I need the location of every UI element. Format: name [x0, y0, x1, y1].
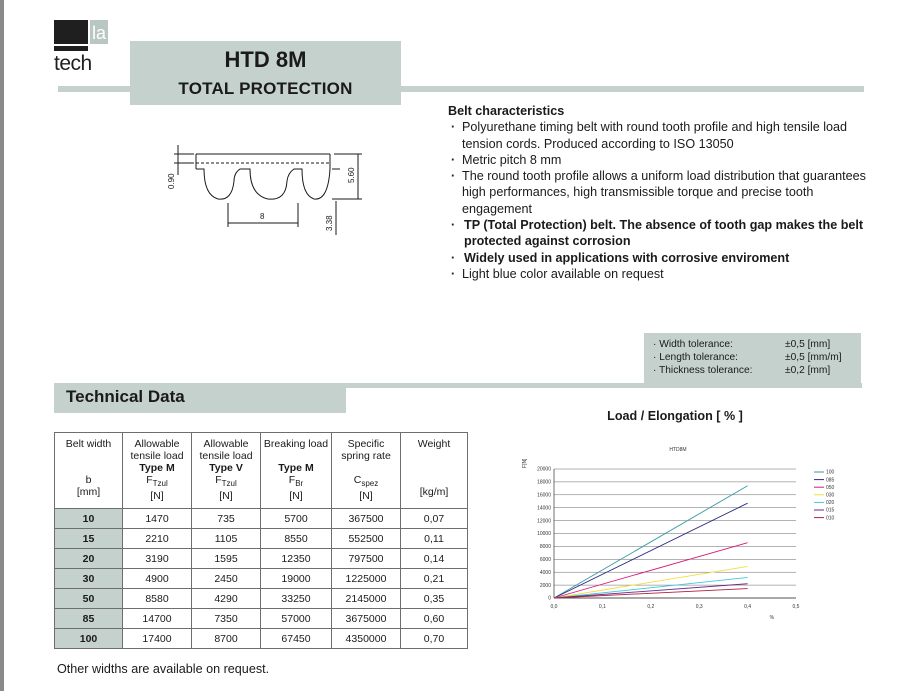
dim-tooth-height: 3.38: [325, 215, 334, 231]
chart-title: Load / Elongation [ % ]: [607, 409, 743, 423]
technical-data-table: [54, 432, 468, 649]
y-tick-label: 0: [548, 595, 551, 602]
table-cell: 15: [55, 529, 123, 549]
legend-label: 085: [826, 477, 835, 484]
dim-height: 5.60: [347, 167, 356, 183]
table-cell: 0,60: [401, 609, 468, 629]
belt-characteristics: [448, 103, 868, 282]
table-row: [55, 549, 468, 569]
title-box: [130, 41, 401, 105]
table-cell: 14700: [123, 609, 192, 629]
table-cell: 0,14: [401, 549, 468, 569]
table-cell: 4900: [123, 569, 192, 589]
column-header: Weight [kg/m]: [401, 433, 468, 509]
x-axis-label: %: [769, 615, 775, 621]
table-cell: 50: [55, 589, 123, 609]
y-tick-label: 10000: [537, 531, 551, 538]
tolerance-row: [653, 365, 858, 378]
logo-la-text: la: [92, 23, 107, 43]
y-tick-label: 18000: [537, 479, 551, 486]
legend-label: 030: [826, 492, 835, 499]
characteristics-list: [448, 119, 868, 282]
table-cell: 8700: [192, 629, 261, 649]
table-cell: 2450: [192, 569, 261, 589]
y-tick-label: 4000: [539, 569, 551, 576]
table-cell: 797500: [332, 549, 401, 569]
y-tick-label: 2000: [539, 582, 551, 589]
list-item: · The round tooth profile allows a uniform load distribution that guarantees high performances, high transmissible torque and precise tooth engagement: [448, 168, 868, 217]
table-cell: 2210: [123, 529, 192, 549]
legend-label: 020: [826, 500, 835, 507]
load-elongation-chart: [518, 438, 848, 628]
list-item: · TP (Total Protection) belt. The absence of tooth gap makes the belt protected against corrosion: [448, 217, 868, 250]
belt-profile-drawing: [160, 145, 370, 240]
table-cell: 30: [55, 569, 123, 589]
characteristics-heading: Belt characteristics: [448, 104, 565, 118]
dim-thickness: 0.90: [167, 173, 176, 189]
table-cell: 57000: [261, 609, 332, 629]
tolerance-row: [653, 339, 858, 352]
y-tick-label: 14000: [537, 505, 551, 512]
table-cell: 2145000: [332, 589, 401, 609]
legend-label: 100: [826, 469, 835, 476]
series-line-015: [554, 584, 748, 598]
column-header: Breaking load Type M $F_{Br}$ [N]: [261, 433, 332, 509]
table-cell: 3675000: [332, 609, 401, 629]
table-cell: 1105: [192, 529, 261, 549]
tolerance-value: ±0,2 [mm]: [785, 365, 831, 376]
x-tick-label: 0,5: [792, 604, 800, 610]
table-cell: 4290: [192, 589, 261, 609]
table-cell: 33250: [261, 589, 332, 609]
table-cell: 8580: [123, 589, 192, 609]
x-tick-label: 0,0: [550, 604, 558, 610]
table-row: [55, 529, 468, 549]
x-tick-label: 0,4: [744, 604, 752, 610]
table-cell: 0,21: [401, 569, 468, 589]
table-cell: 67450: [261, 629, 332, 649]
list-item: · Light blue color available on request: [448, 266, 868, 282]
series-line-100: [554, 486, 748, 598]
table-cell: 8550: [261, 529, 332, 549]
logo-tech-text: tech: [54, 52, 92, 75]
tolerance-label: · Length tolerance:: [653, 352, 738, 363]
table-row: [55, 569, 468, 589]
availability-note: Other widths are available on request.: [57, 662, 270, 676]
x-tick-label: 0,1: [598, 604, 606, 610]
technical-heading-box: [54, 383, 346, 413]
y-tick-label: 16000: [537, 492, 551, 499]
y-axis-label: F[N]: [522, 458, 528, 468]
table-cell: 367500: [332, 509, 401, 529]
table-cell: 1225000: [332, 569, 401, 589]
list-item: · Metric pitch 8 mm: [448, 152, 868, 168]
company-logo: [54, 20, 108, 74]
table-cell: 3190: [123, 549, 192, 569]
column-header: Belt width b [mm]: [55, 433, 123, 509]
table-cell: 0,11: [401, 529, 468, 549]
table-cell: 20: [55, 549, 123, 569]
table-cell: 10: [55, 509, 123, 529]
tolerance-row: [653, 352, 858, 365]
series-line-020: [554, 577, 748, 598]
legend-label: 050: [826, 484, 835, 491]
table-cell: 0,35: [401, 589, 468, 609]
table-cell: 5700: [261, 509, 332, 529]
x-tick-label: 0,2: [647, 604, 655, 610]
tolerance-box: [644, 333, 861, 385]
column-header: Specific spring rate $C_{spez}$ [N]: [332, 433, 401, 509]
table-cell: 17400: [123, 629, 192, 649]
table-cell: 0,07: [401, 509, 468, 529]
left-edge-rule: [0, 0, 4, 691]
table-row: [55, 509, 468, 529]
tolerance-value: ±0,5 [mm]: [785, 339, 831, 350]
table-cell: 1470: [123, 509, 192, 529]
column-header: Allowable tensile load Type V $F_{Tzul}$ [N]: [192, 433, 261, 509]
table-cell: 4350000: [332, 629, 401, 649]
table-cell: 7350: [192, 609, 261, 629]
dim-pitch: 8: [260, 212, 265, 221]
table-cell: 12350: [261, 549, 332, 569]
page-subtitle: TOTAL PROTECTION: [178, 79, 353, 98]
legend-label: 015: [826, 507, 835, 514]
table-cell: 100: [55, 629, 123, 649]
table-cell: 0,70: [401, 629, 468, 649]
table-row: [55, 589, 468, 609]
tolerance-label: · Thickness tolerance:: [653, 365, 753, 376]
table-cell: 735: [192, 509, 261, 529]
legend-label: 010: [826, 515, 835, 522]
table-cell: 1595: [192, 549, 261, 569]
list-item: · Polyurethane timing belt with round tooth profile and high tensile load tension cords. Produced according to ISO 13050: [448, 119, 868, 152]
y-tick-label: 12000: [537, 518, 551, 525]
y-tick-label: 20000: [537, 466, 551, 473]
list-item: · Widely used in applications with corrosive enviroment: [448, 250, 868, 266]
technical-heading: Technical Data: [66, 387, 185, 406]
column-header: Allowable tensile load Type M $F_{Tzul}$ [N]: [123, 433, 192, 509]
table-row: [55, 629, 468, 649]
tolerance-value: ±0,5 [mm/m]: [785, 352, 842, 363]
table-cell: 552500: [332, 529, 401, 549]
chart-subtitle: HTD8M: [669, 447, 687, 453]
tolerance-label: · Width tolerance:: [653, 339, 733, 350]
y-tick-label: 8000: [539, 544, 551, 551]
table-cell: 85: [55, 609, 123, 629]
page-title: HTD 8M: [224, 47, 307, 72]
table-row: [55, 609, 468, 629]
table-cell: 19000: [261, 569, 332, 589]
x-tick-label: 0,3: [695, 604, 703, 610]
y-tick-label: 6000: [539, 557, 551, 563]
